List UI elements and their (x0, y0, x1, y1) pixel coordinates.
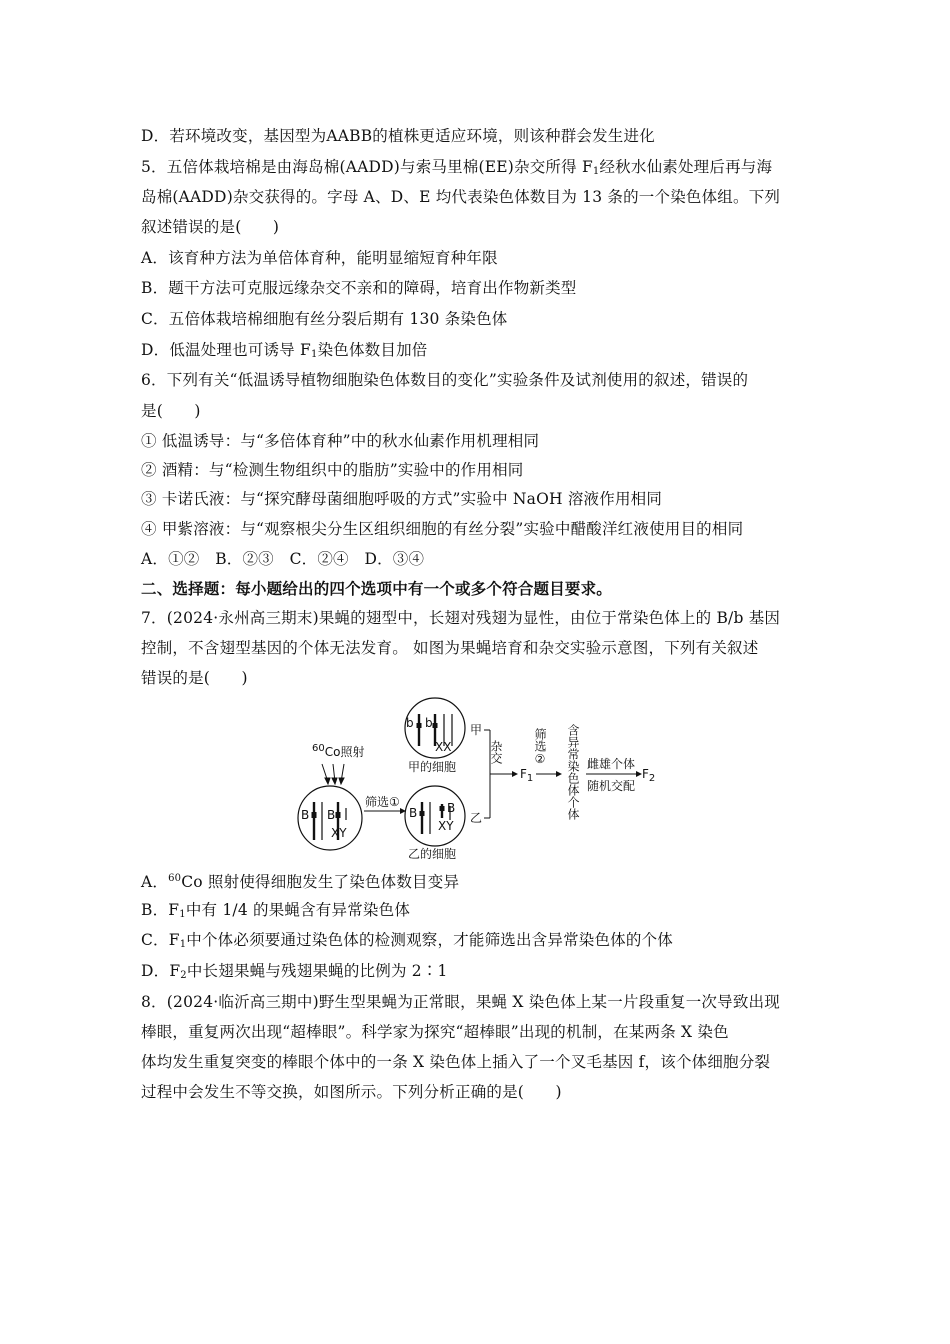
original-cell (298, 786, 362, 850)
q8-stem-line1: 8．(2024·临沂高三期中)野生型果蝇为正常眼，果蝇 X 染色体上某一片段重复一次导致出现 (141, 993, 780, 1011)
q7-stem-line2: 控制，不含翅型基因的个体无法发育。 如图为果蝇培育和杂交实验示意图，下列有关叙述 (141, 639, 759, 657)
q6-item-2: ② 酒精：与“检测生物组织中的脂肪”实验中的作用相同 (141, 461, 524, 479)
q5-option-c: C．五倍体栽培棉细胞有丝分裂后期有 130 条染色体 (141, 310, 508, 328)
q6-stem-line1: 6．下列有关“低温诱导植物细胞染色体数目的变化”实验条件及试剂使用的叙述，错误的 (141, 371, 749, 389)
q5-stem-line3: 叙述错误的是( ) (141, 218, 280, 236)
gene-B-left: B (301, 808, 310, 822)
gene-B-yi-trans: B (447, 801, 456, 815)
jia-cell (405, 698, 465, 758)
jia-xx: XX (435, 740, 452, 754)
q8-stem-line3: 体均发生重复突变的棒眼个体中的一条 X 染色体上插入了一个叉毛基因 f，该个体细胞分裂 (141, 1053, 771, 1071)
q5-option-b: B．题干方法可克服远缘杂交不亲和的障碍，培育出作物新类型 (141, 279, 577, 297)
abnormal-label: 含异常染色体个体 (566, 724, 580, 820)
q5-stem-line1: 5．五倍体栽培棉是由海岛棉(AADD)与索马里棉(EE)杂交所得 $F_1$经秋水仙素处理后再与海 (141, 158, 773, 177)
q7-stem-line3: 错误的是( ) (141, 669, 248, 687)
yi-label: 乙 (470, 811, 483, 825)
gene-b-right: b (425, 716, 433, 730)
q7-option-c: C．$F_1$中个体必须要通过染色体的检测观察，才能筛选出含异常染色体的个体 (141, 931, 673, 950)
q6-options: A．①② B．②③ C．②④ D．③④ (141, 550, 425, 568)
yi-cell-label: 乙的细胞 (408, 847, 457, 861)
q5-stem-line2: 岛棉(AADD)杂交获得的。字母 A、D、E 均代表染色体数目为 13 条的一个染色体组。下列 (141, 188, 781, 206)
f1-label: $F_1$ (520, 767, 534, 784)
random-mating-top: 雌雄个体 (587, 757, 636, 771)
gene-B-right: B (327, 808, 336, 822)
q4-option-d: D．若环境改变，基因型为AABB的植株更适应环境，则该种群会发生进化 (141, 127, 655, 145)
f2-label: $F_2$ (642, 767, 656, 784)
mating-arrow (586, 771, 642, 777)
yi-xy: XY (438, 819, 454, 833)
cross-label: 杂交 (489, 740, 503, 764)
q6-item-3: ③ 卡诺氏液：与“探究酵母菌细胞呼吸的方式”实验中 NaOH 溶液作用相同 (141, 490, 663, 508)
q7-option-d: D．$F_2$中长翅果蝇与残翅果蝇的比例为 2∶1 (141, 962, 448, 981)
random-mating-bottom: 随机交配 (587, 779, 636, 793)
q5-option-d: D．低温处理也可诱导 $F_1$染色体数目加倍 (141, 341, 428, 360)
q6-item-4: ④ 甲紫溶液：与“观察根尖分生区组织细胞的有丝分裂”实验中醋酸洋红液使用目的相同 (141, 520, 744, 538)
section2-heading: 二、选择题：每小题给出的四个选项中有一个或多个符合题目要求。 (141, 579, 613, 598)
q7-option-b: B．$F_1$中有 1/4 的果蝇含有异常染色体 (141, 901, 411, 920)
q6-stem-line2: 是( ) (141, 402, 201, 420)
q8-stem-line2: 棒眼，重复两次出现“超棒眼”。科学家为探究“超棒眼”出现的机制，在某两条 X 染色 (141, 1023, 729, 1041)
q7-stem-line1: 7．(2024·永州高三期末)果蝇的翅型中，长翅对残翅为显性，由位于常染色体上的 B/b 基因 (141, 609, 781, 627)
q7-option-a: A．$^{60}$Co 照射使得细胞发生了染色体数目变异 (141, 873, 460, 892)
screen-arrow-2 (536, 771, 562, 777)
q6-item-1: ① 低温诱导：与“多倍体育种”中的秋水仙素作用机理相同 (141, 432, 540, 450)
gene-B-yi: B (409, 806, 418, 820)
original-xy: XY (331, 826, 347, 840)
q5-option-a: A．该育种方法为单倍体育种，能明显缩短育种年限 (141, 249, 498, 267)
gene-b-left: b (406, 716, 414, 730)
q7-figure (290, 694, 670, 864)
co-label: $^{60}$Co照射 (312, 743, 365, 759)
q8-stem-line4: 过程中会发生不等交换，如图所示。下列分析正确的是( ) (141, 1083, 562, 1101)
jia-cell-label: 甲的细胞 (408, 760, 457, 774)
jia-label: 甲 (470, 723, 483, 737)
irradiation-arrows (322, 764, 344, 784)
screen-label-1: 筛选① (365, 795, 400, 809)
screen-label-2: 筛选② (533, 728, 547, 766)
yi-cell (405, 786, 465, 846)
